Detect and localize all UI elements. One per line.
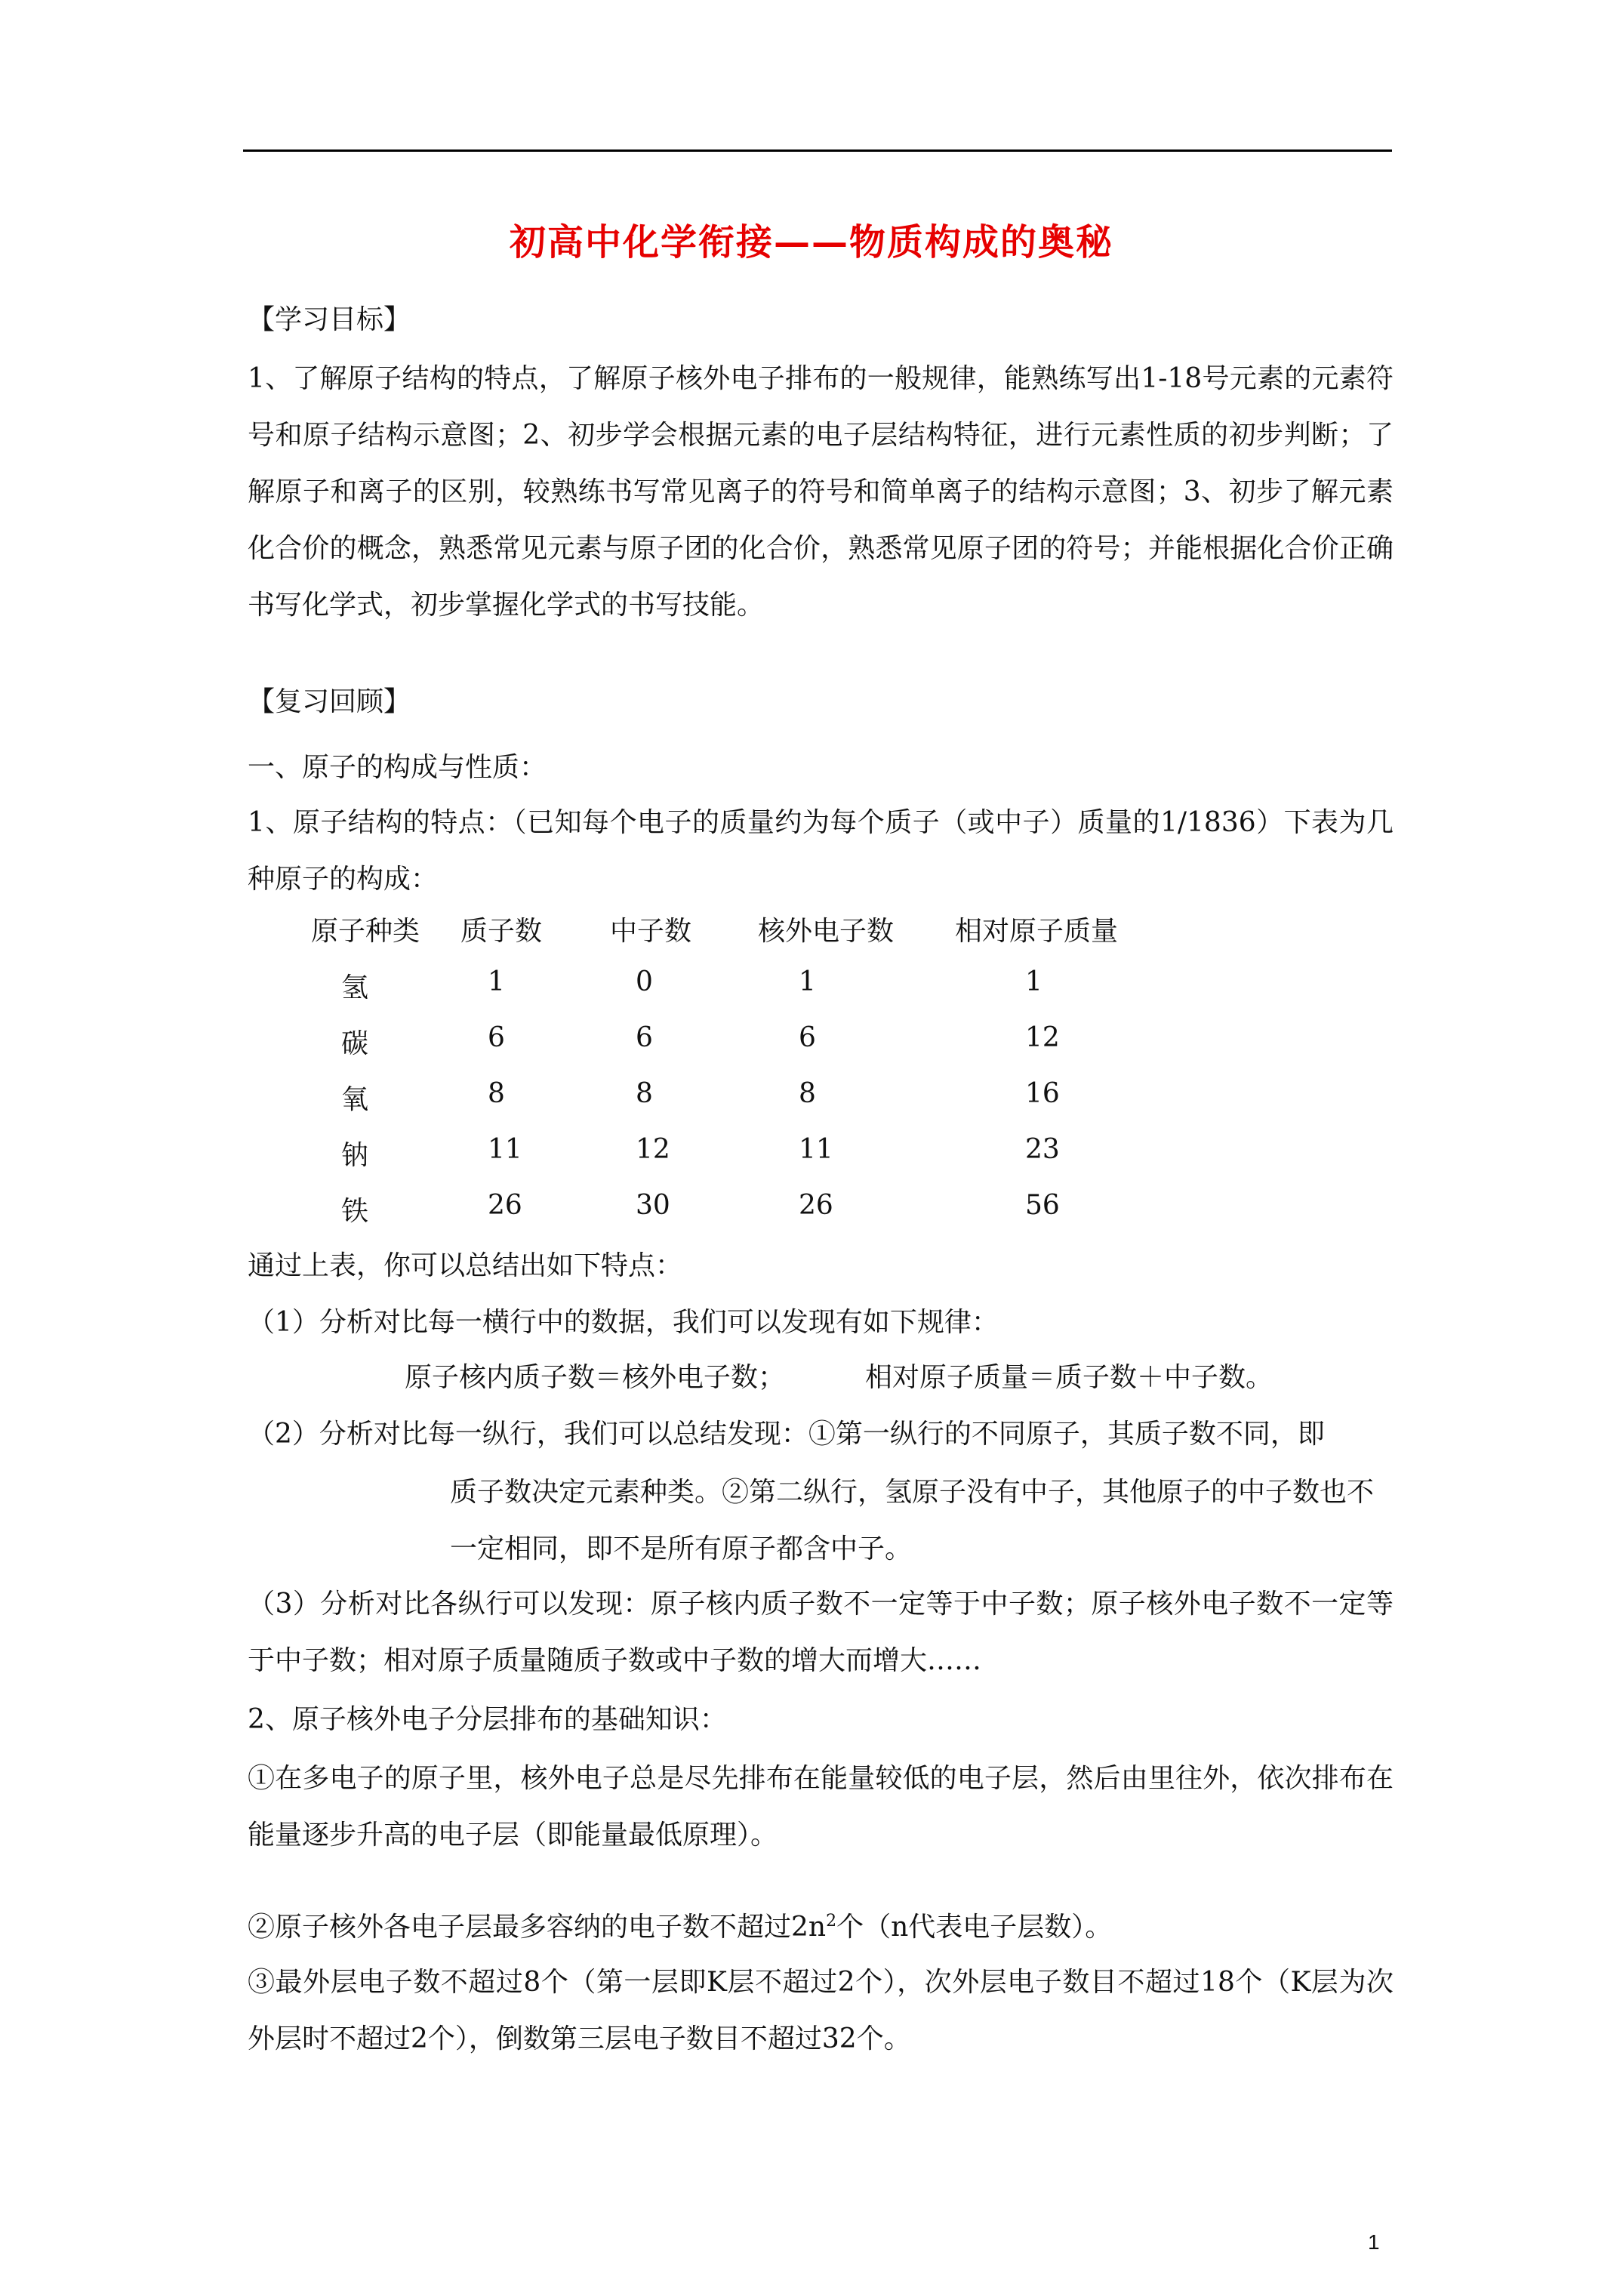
table-cell: 11 [488,1134,522,1165]
table-cell: 12 [1025,1022,1060,1053]
table-cell: 8 [636,1078,653,1109]
rule-2-text-after: 个（n代表电子层数）。 [836,1912,1113,1943]
table-cell: 1 [1025,966,1042,997]
rule-1: ①在多电子的原子里，核外电子总是尽先排布在能量较低的电子层，然后由里往外，依次排布在能量逐步升高的电子层（即能量最低原理）。 [248,1763,1394,1851]
rule-2-text-before: ②原子核外各电子层最多容纳的电子数不超过2n [248,1912,827,1943]
table-cell: 6 [488,1022,505,1053]
point2-heading: 2、原子核外电子分层排布的基础知识： [248,1704,727,1735]
observation-2-rest: 质子数决定元素种类。②第二纵行，氢原子没有中子，其他原子的中子数也不一定相同，即不是所有原子都含中子。 [450,1477,1375,1564]
table-cell: 0 [636,966,653,997]
objectives-heading: 【学习目标】 [248,304,411,335]
table-cell: 8 [488,1078,505,1109]
page-title: 初高中化学衔接——物质构成的奥秘 [509,221,1113,264]
observation-3: （3）分析对比各纵行可以发现：原子核内质子数不一定等于中子数；原子核外电子数不一定等于中子数；相对原子质量随质子数或中子数的增大而增大…… [248,1589,1394,1676]
table-cell: 16 [1025,1078,1060,1109]
summary-intro: 通过上表，你可以总结出如下特点： [248,1250,683,1281]
point1-text: 1、原子结构的特点：（已知每个电子的质量约为每个质子（或中子）质量的1/1836）下表为几种原子的构成： [248,807,1394,895]
table-header-cell: 相对原子质量 [955,916,1119,947]
table-cell: 6 [636,1022,653,1053]
observation-1-rule-b: 相对原子质量＝质子数＋中子数。 [865,1362,1273,1393]
table-row [0,966,1623,1004]
observation-2-first-line: （2）分析对比每一纵行，我们可以总结发现：①第一纵行的不同原子，其质子数不同，即 [248,1419,1325,1450]
observation-1: （1）分析对比每一横行中的数据，我们可以发现有如下规律： [248,1307,999,1338]
table-row [0,1078,1623,1116]
table-header-row [0,910,1623,948]
table-cell: 26 [488,1190,522,1221]
observation-1-rule-a: 原子核内质子数＝核外电子数； [405,1362,786,1393]
table-cell: 钠 [341,1140,369,1171]
header-rule [243,149,1392,152]
table-row [0,1134,1623,1172]
table-row [0,1022,1623,1060]
rule-2-superscript: 2 [826,1912,837,1931]
table-cell: 氢 [341,972,369,1003]
table-header-cell: 质子数 [460,916,543,947]
table-cell: 23 [1025,1134,1060,1165]
table-row [0,1190,1623,1228]
table-cell: 6 [799,1022,816,1053]
table-cell: 1 [488,966,505,997]
table-cell: 8 [799,1078,816,1109]
table-cell: 11 [799,1134,833,1165]
table-header-cell: 核外电子数 [758,916,895,947]
table-cell: 1 [799,966,816,997]
table-header-cell: 原子种类 [311,916,420,947]
page-number: 1 [1368,2230,1380,2254]
table-header-cell: 中子数 [610,916,692,947]
table-cell: 铁 [341,1196,369,1227]
rule-2 [248,1903,1112,1946]
review-heading: 【复习回顾】 [248,686,411,717]
table-cell: 30 [636,1190,670,1221]
table-cell: 12 [636,1134,670,1165]
table-cell: 氧 [341,1084,369,1115]
part1-heading: 一、原子的构成与性质： [248,752,547,783]
objectives-text: 1、了解原子结构的特点，了解原子核外电子排布的一般规律，能熟练写出1-18号元素的元素符号和原子结构示意图；2、初步学会根据元素的电子层结构特征，进行元素性质的初步判断；了解原子和离子的区别，较熟练书写常见离子的符号和简单离子的结构示意图；3、初步了解元素化合价的概念，熟悉常见元素与原子团的化合价，熟悉常见原子团的符号；并能根据化合价正确书写化学式，初步掌握化学式的书写技能。 [248,363,1394,621]
rule-3: ③最外层电子数不超过8个（第一层即K层不超过2个），次外层电子数目不超过18个（K层为次外层时不超过2个），倒数第三层电子数目不超过32个。 [248,1967,1394,2054]
table-cell: 26 [799,1190,833,1221]
table-cell: 碳 [341,1028,369,1059]
table-cell: 56 [1025,1190,1060,1221]
